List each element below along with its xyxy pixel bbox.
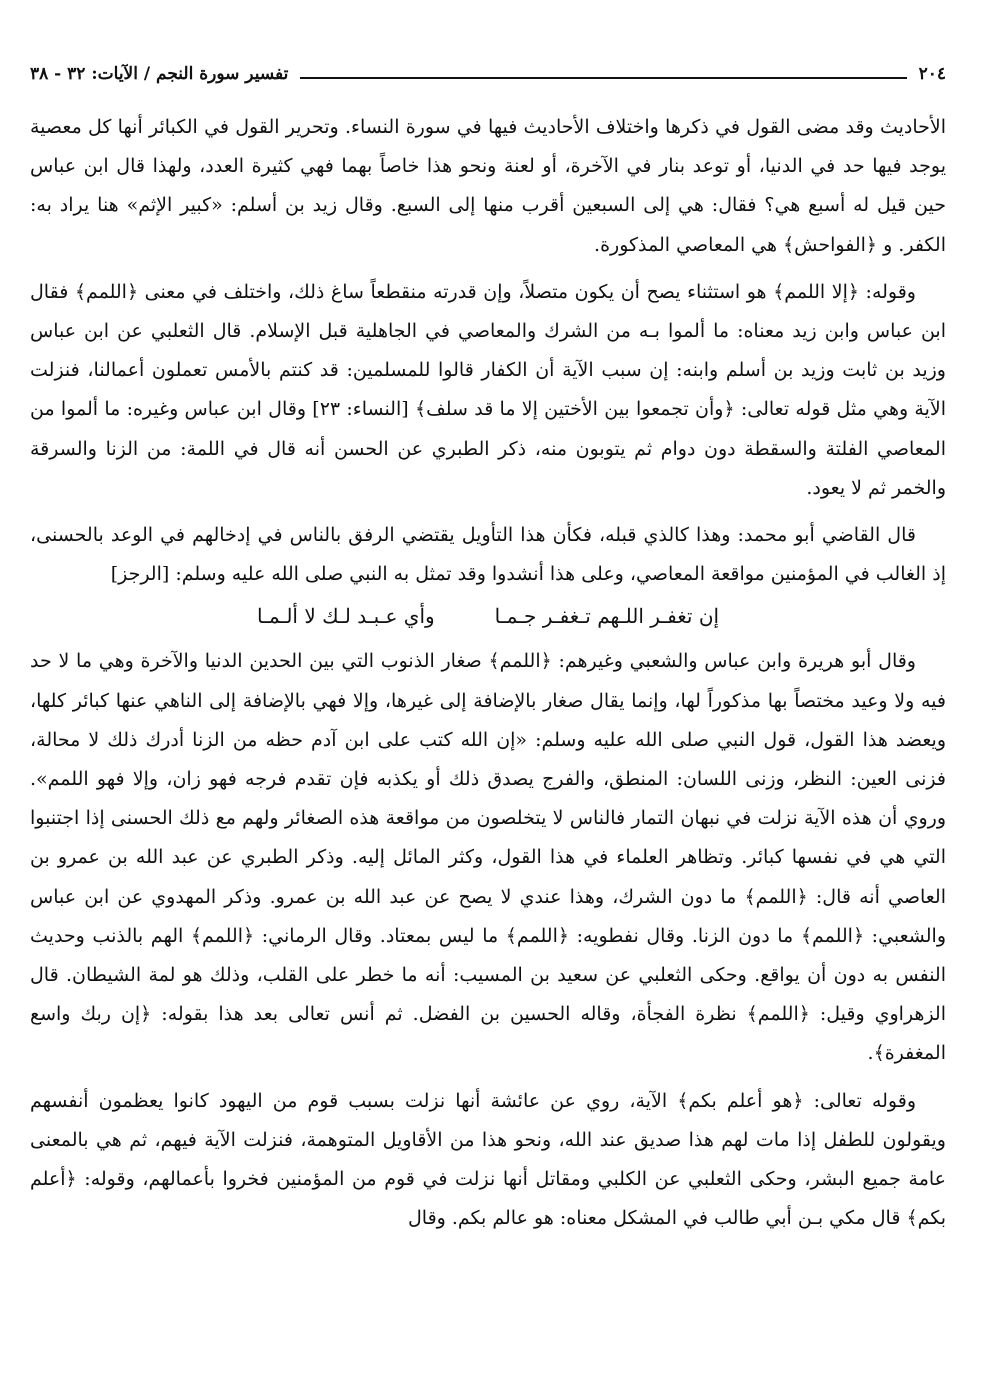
running-title: تفسير سورة النجم / الآيات: ٣٢ - ٣٨ [30,64,289,84]
paragraph-4: وقال أبو هريرة وابن عباس والشعبي وغيرهم: ﴿اللمم﴾ صغار الذنوب التي بين الحدين الدنيا والآخرة وهي ما لا حد فيه ولا وعيد مختصاً بها مذكوراً لها، وإنما يقال صغار بالإضافة إلى غيرها، وإلا فهي بالإضافة إلى الناهي عنها كبائر كلها، ويعضد هذا القول، قول النبي صلى الله عليه وسلم: «إن الله كتب على ابن آدم حظه من الزنا أدرك ذلك لا محالة، فزنى العين: النظر، وزنى اللسان: المنطق، والفرج يصدق ذلك أو يكذبه فإن تقدم فرجه فهو زان، وإلا فهو اللمم». وروي أن هذه الآية نزلت في نبهان التمار فالناس لا يتخلصون من مواقعة هذه الصغائر ولهم مع ذلك الحسنى إذا اجتنبوا التي هي في نفسها كبائر. وتظاهر العلماء في هذا القول، وكثر المائل إليه. وذكر الطبري عن عبد الله بن عمرو بن العاصي أنه قال: ﴿اللمم﴾ ما دون الشرك، وهذا عندي لا يصح عن عبد الله بن عمرو. وذكر المهدوي عن ابن عباس والشعبي: ﴿اللمم﴾ ما دون الزنا. وقال نفطويه: ﴿اللمم﴾ ما ليس بمعتاد. وقال الرماني: ﴿اللمم﴾ الهم بالذنب وحديث النفس به دون أن يواقع. وحكى الثعلبي عن سعيد بن المسيب: أنه ما خطر على القلب، وذلك هو لمة الشيطان. قال الزهراوي وقيل: ﴿اللمم﴾ نظرة الفجأة، وقاله الحسين بن الفضل. ثم أنس تعالى بعد هذا بقوله: ﴿إن ربك واسع المغفرة﴾. [30,650,946,1065]
text-body [30,108,946,1238]
paragraph-3: قال القاضي أبو محمد: وهذا كالذي قبله، فكأن هذا التأويل يقتضي الرفق بالناس في إدخالهم في الوعد بالحسنى، إذ الغالب في المؤمنين مواقعة المعاصي، وعلى هذا أنشدوا وقد تمثل به النبي صلى الله عليه وسلم: [الرجز] [30,524,946,586]
verse-hemistich-2: وأي عـبـد لـك لا ألـمـا [256,604,435,629]
paragraph-1: الأحاديث وقد مضى القول في ذكرها واختلاف الأحاديث فيها في سورة النساء. وتحرير القول في الكبائر أنها كل معصية يوجد فيها حد في الدنيا، أو توعد بنار في الآخرة، أو لعنة ونحو هذا خاصاً بهما فهي كثيرة العدد، ولهذا قال ابن عباس حين قيل له أسبع هي؟ فقال: هي إلى السبعين أقرب منها إلى السبع. وقال زيد بن أسلم: «كبير الإثم» هنا يراد به: الكفر. و ﴿الفواحش﴾ هي المعاصي المذكورة. [30,116,946,256]
poem-verse [30,596,946,636]
verse-hemistich-1: إن تغفـر اللـهم تـغفـر جـمـا [494,604,720,629]
paragraph-2: وقوله: ﴿إلا اللمم﴾ هو استثناء يصح أن يكون متصلاً، وإن قدرته منقطعاً ساغ ذلك، واختلف في معنى ﴿اللمم﴾ فقال ابن عباس وابن زيد معناه: ما ألموا بـه من الشرك والمعاصي في الجاهلية قبل الإسلام. قال الثعلبي عن ابن عباس وزيد بن ثابت وزيد بن أسلم وابنه: إن سبب الآية أن الكفار قالوا للمسلمين: قد كنتم بالأمس تعملون أعمالنا، فنزلت الآية وهي مثل قوله تعالى: ﴿وأن تجمعوا بين الأختين إلا ما قد سلف﴾ [النساء: ٢٣] وقال ابن عباس وغيره: ما ألموا من المعاصي الفلتة والسقطة دون دوام ثم يتوبون منه، ذكر الطبري عن الحسن أنه قال في اللمة: من الزنا والسرقة والخمر ثم لا يعود. [30,280,947,499]
page-header [30,56,946,92]
page [30,56,946,1238]
page-number: ٢٠٤ [918,64,946,84]
header-rule [300,77,906,79]
paragraph-5: وقوله تعالى: ﴿هو أعلم بكم﴾ الآية، روي عن عائشة أنها نزلت بسبب قوم من اليهود كانوا يعظمون أنفسهم ويقولون للطفل إذا مات لهم هذا صديق عند الله، ونحو هذا من الأقاويل المتوهمة، فنزلت الآية فيهم، ثم هي بالمعنى عامة جميع البشر، وحكى الثعلبي عن الكلبي ومقاتل أنها نزلت في قوم من المؤمنين فخروا بأعمالهم، وقوله: ﴿أعلم بكم﴾ قال مكي بـن أبي طالب في المشكل معناه: هو عالم بكم. وقال [30,1089,946,1230]
